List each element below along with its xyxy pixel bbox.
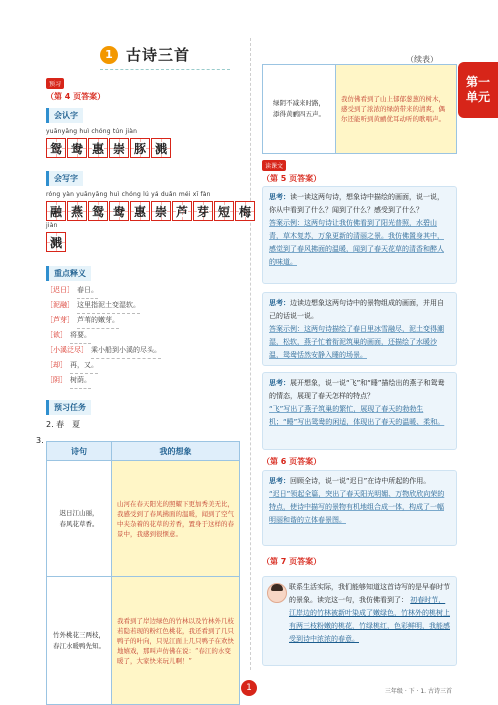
recognize-pinyin: yuānyāng huì chóng tún jiàn — [46, 128, 138, 135]
char-box: 梅 — [235, 201, 255, 221]
recognize-chars — [46, 138, 172, 158]
answer-text: “飞”写出了燕子筑巢的繁忙，展现了春天的勃勃生机；“睡”写出鸳鸯的闲适，体现出了春天的温暖、柔和。 — [269, 405, 445, 426]
char-box: 惠 — [130, 201, 150, 221]
page5-answer-heading: （第 5 页答案） — [262, 174, 322, 183]
footer-text: 三年级 · 下 · 1. 古诗三首 — [384, 688, 452, 695]
char-box: 鸯 — [109, 201, 129, 221]
page6-answer-heading: （第 6 页答案） — [262, 457, 322, 466]
think-box-1 — [262, 186, 457, 284]
poem-cell: 绿阴不减来时路， 添得黄鹂四五声。 — [263, 65, 336, 154]
imagination-cell: 我仿佛看到了山上郁郁葱葱的树木，感受到了浓浓的绿荫带来的清爽，偶尔还能听到黄鹂优耳动听的歌唱声。 — [336, 65, 457, 154]
gloss-item: ［泥融］ 这里指泥土变湿软。 — [46, 298, 161, 313]
think-box-5 — [262, 576, 457, 666]
answer-text: 初春时节，江岸边的竹林被新叶染成了嫩绿色，竹林外的桃树上有两三枝粉嫩的桃花，竹绿桃红，色彩鲜明，我能感受到诗中浓浓的春意。 — [289, 596, 450, 643]
preview-tag: 预习 — [46, 78, 64, 89]
imagination-cell: 我看到了岸边绿色的竹林以及竹林外几枝若隐若现的粉红色桃花，我还看到了几只鸭子的叶向，只见江面上几只鸭子在欢快地嬉戏，那叫声仿佛在说：“春江的水变暖了，大家快来玩儿啊！” — [112, 577, 240, 705]
answer-text: 这两句诗让我仿佛看到了阳光普照，水碧山青，草木复苏，万象更新的清丽之景。我仿佛置身其中，感觉到了春风拂面的温暖，闻到了春天花草的清香和醉人的味道。 — [269, 219, 444, 266]
char-box: 溅 — [46, 232, 66, 252]
think-box-2 — [262, 292, 457, 366]
read-lesson-tag: 读课文 — [262, 160, 286, 171]
answer-label: 答案示例： — [269, 325, 304, 333]
question-text: 联系生活实际，我们能够知道这首诗写的是早春时节的景象。读完这一句，我仿佛看到了： — [289, 583, 450, 604]
answer-text: “迟日”领起全篇，突出了春天阳光明媚、万物欣欣向荣的特点，使诗中描写的景物有机地组合成一体，构成了一幅明丽和谐的立体春景图。 — [269, 490, 445, 524]
gloss-item: ［芦芽］ 芦苇的嫩芽。 — [46, 313, 161, 328]
char-box: 芽 — [193, 201, 213, 221]
answer-label: 答案示例： — [269, 219, 304, 227]
recognize-label: 会认字 — [46, 108, 83, 123]
think-label: 思考： — [269, 193, 290, 201]
page-footer — [0, 680, 498, 696]
unit-tab-line2: 单元 — [465, 90, 490, 104]
char-box: 短 — [214, 201, 234, 221]
char-box: 芦 — [172, 201, 192, 221]
think-label: 思考： — [269, 477, 290, 485]
poem-cell: 竹外桃花三两枝， 春江水暖鸭先知。 — [47, 577, 112, 705]
gloss-list — [46, 283, 161, 388]
question-text: 回顾全诗，说一说“迟日”在诗中所起的作用。 — [290, 477, 431, 485]
write-pinyin-2: jiàn — [46, 222, 58, 229]
table-row — [263, 65, 457, 154]
unit-tab — [458, 62, 498, 118]
student-avatar-icon — [267, 583, 287, 603]
page4-answer-heading: （第 4 页答案） — [46, 92, 106, 101]
char-box: 燕 — [67, 201, 87, 221]
write-label: 会写字 — [46, 171, 83, 186]
lesson-title — [100, 44, 190, 65]
lesson-number-badge: 1 — [100, 46, 118, 64]
gloss-item: ［阴］ 树荫。 — [46, 373, 161, 388]
column-divider — [250, 38, 251, 670]
write-chars-2 — [46, 232, 67, 252]
think-box-3 — [262, 372, 457, 450]
imagination-cell: 山河在春天阳光的照耀下更加秀美无比，我感受到了春风拂面的温暖，闻到了空气中夹杂着的花草的芳香，置身于这样的春景中，我感到很惬意。 — [112, 461, 240, 577]
continued-label: （续表） — [406, 55, 438, 64]
meaning-label: 重点释义 — [46, 266, 91, 281]
answer-text: 这两句诗描绘了春日里冰雪融尽，泥土变得潮湿，松软，燕子忙着衔泥筑巢的画面，还描绘了水暖沙温，鸳鸯恬然安静入睡的场景。 — [269, 325, 444, 359]
table-row — [47, 461, 240, 577]
table-header-poem: 诗句 — [47, 442, 112, 461]
poem-imagination-table — [46, 441, 240, 705]
preview-task-label: 预习任务 — [46, 400, 91, 415]
question-text: 读一读这两句诗，想象诗中描绘的画面，说一说，你从中看到了什么？闻到了什么？感受到了什么？ — [269, 193, 444, 214]
gloss-item: ［却］ 再，又。 — [46, 358, 161, 373]
char-box: 鸳 — [88, 201, 108, 221]
task-item-3: 3. — [36, 436, 44, 445]
char-box: 融 — [46, 201, 66, 221]
table-header-imagination: 我的想象 — [112, 442, 240, 461]
continued-table — [262, 64, 457, 154]
write-pinyin: róng yàn yuānyāng huì chóng lú yá duǎn méi xī fàn — [46, 191, 211, 198]
task-item-2: 2. 春 夏 — [46, 420, 81, 429]
think-label: 思考： — [269, 379, 290, 387]
question-text: 展开想象，说一说“飞”和“睡”描绘出的燕子和鸳鸯的情态，展现了春天怎样的特点？ — [269, 379, 445, 400]
page7-answer-heading: （第 7 页答案） — [262, 557, 322, 566]
gloss-item: ［小溪泛尽］ 乘小船到小溪的尽头。 — [46, 343, 161, 358]
char-box: 溅 — [151, 138, 171, 158]
title-underline — [100, 69, 230, 70]
char-box: 豚 — [130, 138, 150, 158]
think-label: 思考： — [269, 299, 290, 307]
write-chars — [46, 201, 256, 221]
gloss-item: ［迟日］ 春日。 — [46, 283, 161, 298]
poem-cell: 迟日江山丽， 春风花草香。 — [47, 461, 112, 577]
char-box: 鸳 — [46, 138, 66, 158]
char-box: 崇 — [109, 138, 129, 158]
page-number: 1 — [241, 680, 257, 696]
question-text: 边读边想象这两句诗中的景物组成的画面，并用自己的话说一说。 — [269, 299, 444, 320]
think-box-4 — [262, 470, 457, 546]
lesson-title-text: 古诗三首 — [126, 46, 191, 64]
char-box: 鸯 — [67, 138, 87, 158]
unit-tab-line1: 第一 — [465, 75, 490, 89]
char-box: 崇 — [151, 201, 171, 221]
gloss-item: ［欲］ 将要。 — [46, 328, 161, 343]
char-box: 惠 — [88, 138, 108, 158]
